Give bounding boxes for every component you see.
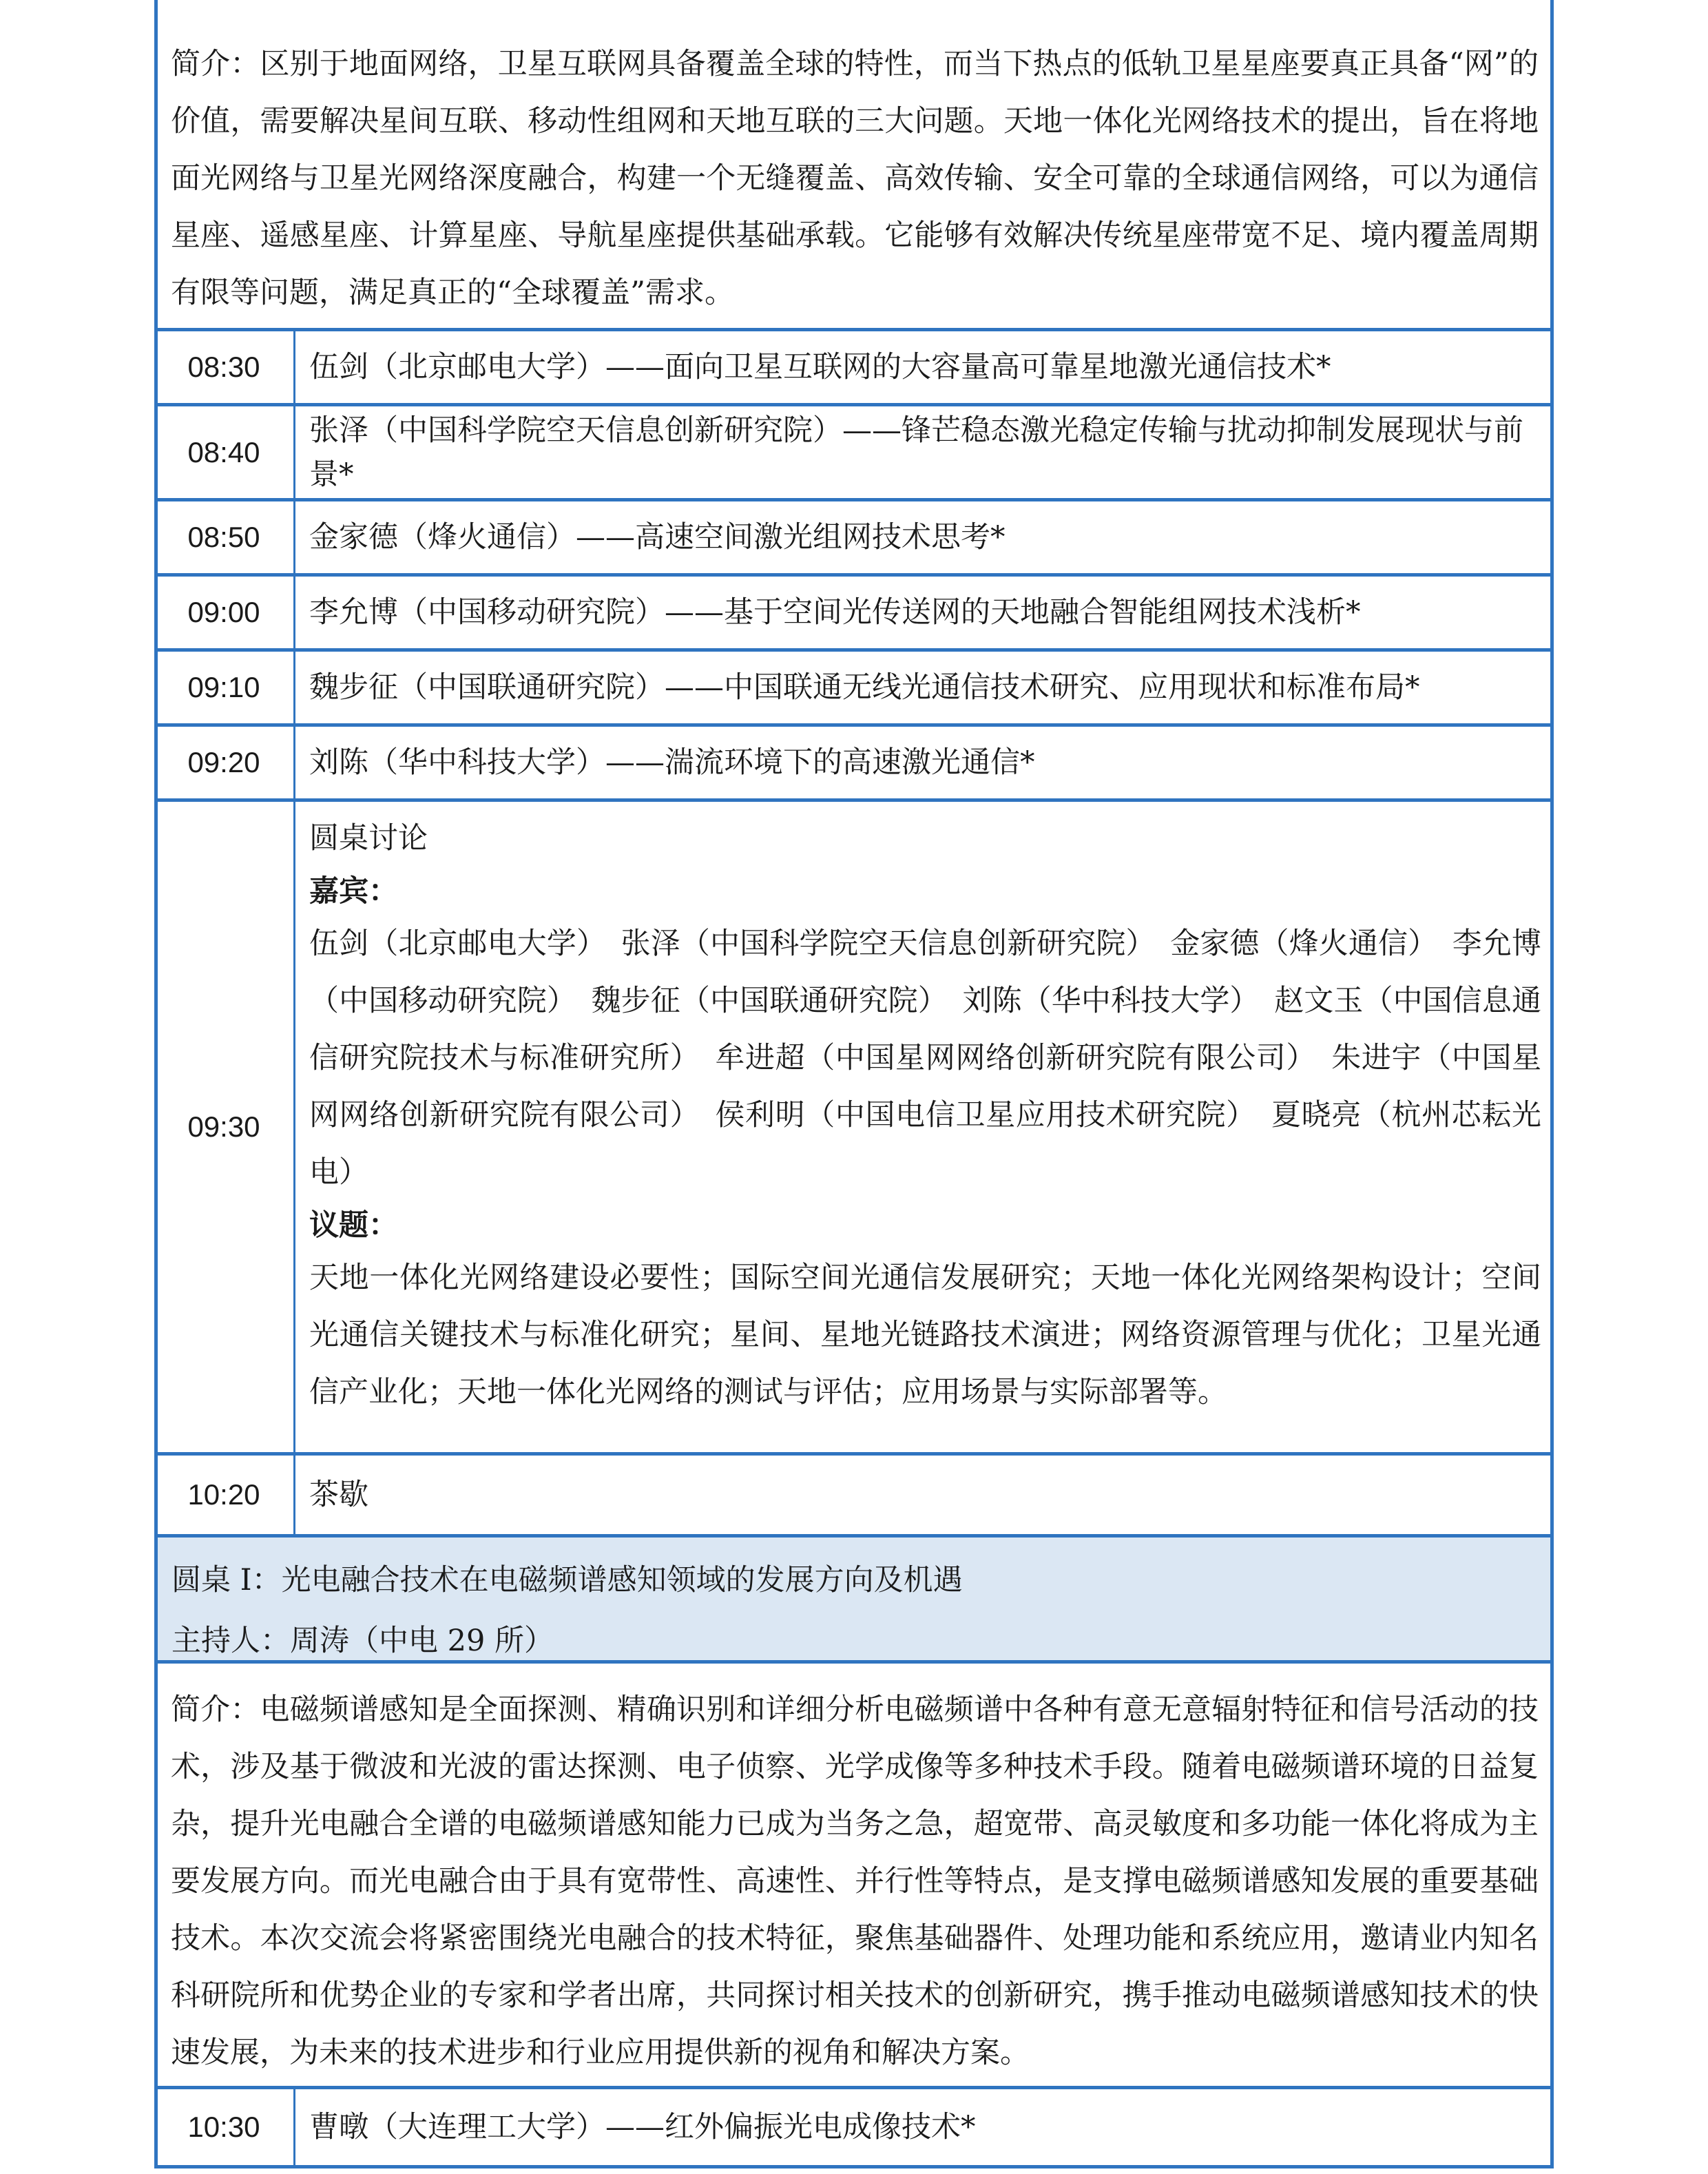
time-slot: 08:30 — [187, 351, 260, 383]
time-slot: 09:20 — [187, 746, 260, 778]
schedule-row — [154, 727, 1554, 798]
time-slot: 10:20 — [187, 1478, 260, 1511]
topics-list: 天地一体化光网络建设必要性；国际空间光通信发展研究；天地一体化光网络架构设计；空间光通信关键技术与标准化研究；星间、星地光链路技术演进；网络资源管理与优化；卫星光通信产业化；天地一体化光网络的测试与评估；应用场景与实际部署等。 — [309, 1261, 1541, 1409]
schedule-row — [154, 406, 1554, 498]
time-slot: 09:30 — [187, 1110, 260, 1143]
schedule-row — [154, 577, 1554, 648]
column-divider — [293, 501, 295, 573]
break-label: 茶歇 — [309, 1478, 368, 1512]
time-slot: 08:40 — [187, 435, 260, 468]
schedule-row — [154, 652, 1554, 723]
column-divider — [293, 652, 295, 723]
time-slot: 09:10 — [187, 671, 260, 703]
schedule-row — [154, 501, 1554, 573]
intro-paragraph-1: 简介：区别于地面网络，卫星互联网具备覆盖全球的特性，而当下热点的低轨卫星星座要真正具备“网”的价值，需要解决星间互联、移动性组网和天地互联的三大问题。天地一体化光网络技术的提出，旨在将地面光网络与卫星光网络深度融合，构建一个无缝覆盖、高效传输、安全可靠的全球通信网络，可以为通信星座、遥感星座、计算星座、导航星座提供基础承载。它能够有效解决传统星座带宽不足、境内覆盖周期有限等问题，满足真正的“全球覆盖”需求。 — [171, 47, 1539, 310]
guests-list: 伍剑（北京邮电大学） 张泽（中国科学院空天信息创新研究院） 金家德（烽火通信） 李允博（中国移动研究院） 魏步征（中国联通研究院） 刘陈（华中科技大学） 赵文玉（中国信息通信研究院技术与标准研究所） 牟进超（中国星网网络创新研究院有限公司） 朱进宇（中国星网网络创新研究院有限公司） 侯利明（中国电信卫星应用技术研究院） 夏晓亮（杭州芯耘光电） — [309, 926, 1541, 1190]
session-title: 圆桌 I：光电融合技术在电磁频谱感知领域的发展方向及机遇 — [171, 1563, 963, 1597]
break-row — [154, 1456, 1554, 1534]
schedule-row — [154, 2089, 1554, 2165]
roundtable-row — [154, 802, 1554, 1452]
column-divider — [293, 1456, 295, 1534]
talk-title: 李允博（中国移动研究院）——基于空间光传送网的天地融合智能组网技术浅析* — [309, 595, 1361, 630]
schedule-row — [154, 331, 1554, 403]
time-slot: 10:30 — [187, 2111, 260, 2143]
column-divider — [293, 331, 295, 403]
guests-label: 嘉宾： — [309, 874, 398, 909]
roundtable-title: 圆桌讨论 — [309, 821, 428, 856]
topics-label: 议题： — [309, 1208, 398, 1243]
time-slot: 08:50 — [187, 521, 260, 553]
talk-title: 曹暾（大连理工大学）——红外偏振光电成像技术* — [309, 2110, 976, 2144]
intro-paragraph-2: 简介：电磁频谱感知是全面探测、精确识别和详细分析电磁频谱中各种有意无意辐射特征和信号活动的技术，涉及基于微波和光波的雷达探测、电子侦察、光学成像等多种技术手段。随着电磁频谱环境的日益复杂，提升光电融合全谱的电磁频谱感知能力已成为当务之急，超宽带、高灵敏度和多功能一体化将成为主要发展方向。而光电融合由于具有宽带性、高速性、并行性等特点，是支撑电磁频谱感知发展的重要基础技术。本次交流会将紧密围绕光电融合的技术特征，聚焦基础器件、处理功能和系统应用，邀请业内知名科研院所和优势企业的专家和学者出席，共同探讨相关技术的创新研究，携手推动电磁频谱感知技术的快速发展，为未来的技术进步和行业应用提供新的视角和解决方案。 — [171, 1692, 1539, 2070]
talk-title: 张泽（中国科学院空天信息创新研究院）——锋芒稳态激光稳定传输与扰动抑制发展现状与前景* — [309, 413, 1523, 492]
column-divider — [293, 802, 295, 1452]
talk-title: 伍剑（北京邮电大学）——面向卫星互联网的大容量高可靠星地激光通信技术* — [309, 350, 1331, 384]
talk-title: 金家德（烽火通信）——高速空间激光组网技术思考* — [309, 520, 1006, 555]
time-slot: 09:00 — [187, 596, 260, 628]
column-divider — [293, 2089, 295, 2165]
roundtable-content — [309, 802, 1541, 1452]
talk-title: 刘陈（华中科技大学）——湍流环境下的高速激光通信* — [309, 745, 1035, 780]
column-divider — [293, 577, 295, 648]
column-divider — [293, 406, 295, 498]
session-host: 主持人：周涛（中电 29 所） — [171, 1624, 554, 1658]
session-header — [158, 1538, 1550, 1660]
column-divider — [293, 727, 295, 798]
talk-title: 魏步征（中国联通研究院）——中国联通无线光通信技术研究、应用现状和标准布局* — [309, 670, 1420, 705]
